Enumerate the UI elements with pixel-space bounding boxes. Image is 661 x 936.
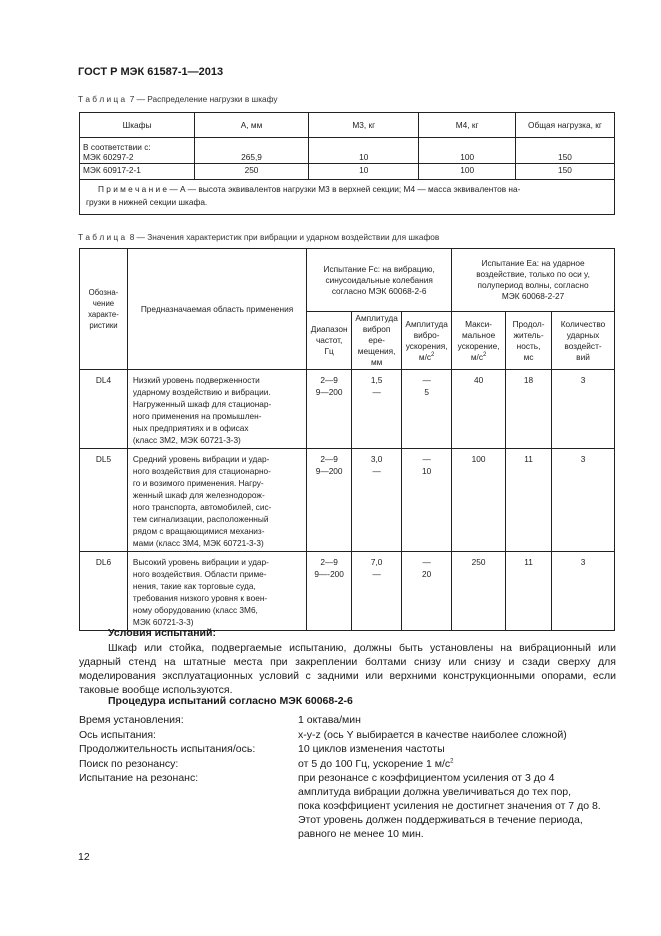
header-line: ускорения, xyxy=(405,340,448,351)
desc-line: Высокий уровень вибрации и удар- xyxy=(132,557,269,567)
table-cell: 10 xyxy=(308,138,418,164)
header-line: ность, xyxy=(516,340,541,351)
procedure-label: Поиск по резонансу: xyxy=(79,758,179,770)
cell-duration: 11 xyxy=(506,552,552,631)
header-line: полупериод волны, согласно xyxy=(477,280,589,290)
header-line: Амплитуда xyxy=(405,318,448,329)
procedure-value: 1 октава/мин xyxy=(298,714,361,726)
header-line: вибро- xyxy=(413,329,440,340)
cell-line: — xyxy=(422,375,431,385)
header-freq xyxy=(307,312,352,370)
table7-header: Шкафы xyxy=(80,113,195,138)
header-line: Гц xyxy=(324,346,334,356)
desc-line: ному оборудованию (класс 3M6, xyxy=(132,605,258,615)
header-line: характе- xyxy=(88,310,119,319)
cell-amp xyxy=(352,552,402,631)
row-description xyxy=(127,449,306,552)
cell-duration: 18 xyxy=(506,370,552,449)
desc-line: Средний уровень вибрации и удар- xyxy=(132,454,270,464)
header-line: воздействие, только по оси y, xyxy=(476,269,590,279)
procedure-value: 10 циклов изменения частоты xyxy=(298,743,445,755)
desc-line: ного воздействия. Области приме- xyxy=(132,569,267,579)
header-line: мм xyxy=(370,357,383,367)
cell-freq xyxy=(307,552,352,631)
desc-line: женный шкаф для железнодорож- xyxy=(132,490,265,500)
row-description xyxy=(127,370,306,449)
header-line: житель- xyxy=(513,329,544,340)
conditions-paragraph xyxy=(79,641,616,697)
note-line: П р и м е ч а н и е — А — высота эквивалентов нагрузки М3 в верхней секции; М4 — масса эквивалентов на- xyxy=(98,184,521,194)
header-max-acc xyxy=(452,312,506,370)
table-cell: 100 xyxy=(419,138,515,164)
header-line: мальное xyxy=(461,329,496,340)
header-line: воздейст- xyxy=(564,340,602,351)
cell-duration: 11 xyxy=(506,449,552,552)
procedure-value: x-y-z (ось Y выбирается в качестве наиболее сложной) xyxy=(298,729,567,741)
desc-line: Нагруженный шкаф для стационар- xyxy=(132,399,272,409)
table8 xyxy=(79,248,615,631)
header-line: Диапазон xyxy=(310,324,348,334)
procedure-label: Время установления: xyxy=(79,714,184,726)
cell-line: — xyxy=(372,569,381,579)
table-cell: 10 xyxy=(308,164,418,180)
table7 xyxy=(79,112,615,215)
table-cell: 150 xyxy=(515,164,614,180)
row-code: DL6 xyxy=(80,552,128,631)
desc-line: тем сигнализации, расположенный xyxy=(132,514,269,524)
cell-max-acc: 250 xyxy=(452,552,506,631)
header-line: синусоидальные колебания xyxy=(325,274,433,285)
header-line: ристики xyxy=(89,321,118,330)
cell-accel xyxy=(402,552,452,631)
header-duration xyxy=(506,312,552,370)
desc-line: требования низкого уровня к воен- xyxy=(132,593,268,603)
table7-row-label: МЭК 60917-2-1 xyxy=(80,164,195,180)
value-line: при резонансе с коэффициентом усиления от 3 до 4 xyxy=(298,772,555,784)
desc-line: рядом с вращающимися механиз- xyxy=(132,526,265,536)
desc-line: ного воздействия для стационарно- xyxy=(132,466,271,476)
table-row xyxy=(80,370,615,449)
cell-line: 9—200 xyxy=(315,466,343,476)
table-cell: 150 xyxy=(515,138,614,164)
header-accel xyxy=(402,312,452,370)
header-designation xyxy=(80,249,128,370)
desc-line: МЭК 60721-3-3) xyxy=(132,617,194,627)
row-code: DL5 xyxy=(80,449,128,552)
cell-count: 3 xyxy=(552,449,615,552)
unit-text: м/с xyxy=(418,351,432,362)
paragraph-text: Шкаф или стойка, подвергаемые испытанию, должны быть установлены на вибрационный или ударный стенд на штатные места при закреплении болтами снизу или снизу и сзади сверху для моделирования эксплуатационных условий с задними или верхними конструкционными опорами, если таковые вообще используются. xyxy=(79,642,616,696)
conditions-heading: Условия испытаний: xyxy=(108,627,216,639)
desc-line: ного транспорта, автомобилей, сис- xyxy=(132,502,272,512)
header-line: МЭК 60068-2-27 xyxy=(501,291,565,301)
header-application: Предназначаемая область применения xyxy=(127,249,306,370)
cell-amp xyxy=(352,370,402,449)
table7-row-label: МЭК 60297-2 xyxy=(83,152,134,162)
cell-accel xyxy=(402,449,452,552)
table7-note xyxy=(80,180,615,215)
table-cell: 100 xyxy=(419,164,515,180)
cell-count: 3 xyxy=(552,370,615,449)
cell-line: 2—9 xyxy=(320,557,338,567)
cell-line: 3,0 xyxy=(370,454,383,464)
cell-line: 7,0 xyxy=(370,557,383,567)
procedure-heading: Процедура испытаний согласно МЭК 60068-2-6 xyxy=(108,695,353,707)
cell-line: — xyxy=(422,557,431,567)
cell-freq xyxy=(307,449,352,552)
unit-text: м/с xyxy=(470,351,484,362)
cell-line: 2—9 xyxy=(320,454,338,464)
table7-header: М4, кг xyxy=(419,113,515,138)
cell-line: 20 xyxy=(422,569,432,579)
row-description xyxy=(127,552,306,631)
procedure-value: от 5 до 100 Гц, ускорение 1 $м/с^2$ xyxy=(298,758,454,770)
page-number: 12 xyxy=(78,851,90,863)
value-line: амплитуда вибрации должна увеличиваться до тех пор, xyxy=(298,786,572,798)
desc-line: ударному воздействию и вибрации. xyxy=(132,387,271,397)
cell-line: 1,5 xyxy=(370,375,383,385)
header-line: ускорение, xyxy=(457,340,500,351)
cell-line: — xyxy=(422,454,431,464)
header-ea-group xyxy=(452,249,615,312)
document-title: ГОСТ Р МЭК 61587-1—2013 xyxy=(78,66,224,78)
table-row xyxy=(80,552,615,631)
header-line: $м/с^2$ xyxy=(418,351,435,362)
cell-line: 9—200 xyxy=(315,387,343,397)
header-line: виброп ере- xyxy=(362,324,391,345)
cell-line: — xyxy=(372,387,381,397)
desc-line: нения, такие как торговые суда, xyxy=(132,581,256,591)
desc-line: Низкий уровень подверженности xyxy=(132,375,260,385)
table7-header: Общая нагрузка, кг xyxy=(515,113,614,138)
table-row xyxy=(80,449,615,552)
header-line: Испытание Еа: на ударное xyxy=(481,258,585,268)
header-line: мс xyxy=(523,351,534,362)
cell-line: 9—-200 xyxy=(314,569,344,579)
desc-line: ного применения на промышлен- xyxy=(132,411,262,421)
procedure-label: Продолжительность испытания/ось: xyxy=(79,743,256,755)
desc-line: (класс 3M2, МЭК 60721-3-3) xyxy=(132,435,241,445)
header-line: ударных xyxy=(566,329,600,340)
table-cell: 250 xyxy=(195,164,309,180)
header-line: Макси- xyxy=(465,318,493,329)
cell-amp xyxy=(352,449,402,552)
header-line: Амплитуда xyxy=(355,313,398,323)
table7-header: А, мм xyxy=(195,113,309,138)
desc-line: мами (класс 3M4, МЭК 60721-3-3) xyxy=(132,538,264,548)
cell-line: 10 xyxy=(422,466,432,476)
header-line: Обозна- xyxy=(88,288,119,297)
procedure-label: Ось испытания: xyxy=(79,729,156,741)
table-cell: 265,9 xyxy=(195,138,309,164)
cell-line: — xyxy=(372,466,381,476)
cell-freq xyxy=(307,370,352,449)
table-cell xyxy=(80,138,195,164)
cell-accel xyxy=(402,370,452,449)
cell-max-acc: 100 xyxy=(452,449,506,552)
procedure-value xyxy=(298,771,601,841)
value-line: Этот уровень должен поддерживаться в течение периода, xyxy=(298,814,583,826)
header-line: вий xyxy=(576,351,590,362)
desc-line: го и возимого применения. Нагру- xyxy=(132,478,264,488)
value-line: пока коэффициент усиления не достигнет значения от 7 до 8. xyxy=(298,800,601,812)
value-line: равного не менее 10 мин. xyxy=(298,828,424,840)
row-code: DL4 xyxy=(80,370,128,449)
cell-line: 5 xyxy=(424,387,429,397)
header-line: согласно МЭК 60068-2-6 xyxy=(331,285,427,296)
procedure-label: Испытание на резонанс: xyxy=(79,772,199,784)
header-line: Количество xyxy=(560,318,606,329)
note-line: грузки в нижней секции шкафа. xyxy=(86,197,208,207)
value-text: от 5 до 100 Гц, ускорение 1 м/с xyxy=(298,758,451,770)
header-line: Продол- xyxy=(512,318,545,329)
header-count xyxy=(552,312,615,370)
cell-count: 3 xyxy=(552,552,615,631)
table7-caption: Т а б л и ц а 7 — Распределение нагрузки в шкафу xyxy=(78,94,278,104)
table8-caption: Т а б л и ц а 8 — Значения характеристик при вибрации и ударном воздействии для шкафов xyxy=(78,232,440,242)
table7-row-label: В соответствии с: xyxy=(83,142,151,152)
cell-line: 2—9 xyxy=(320,375,338,385)
desc-line: ных предприятиях и в офисах xyxy=(132,423,249,433)
header-fc-group xyxy=(307,249,452,312)
header-line: мещения, xyxy=(357,346,396,356)
header-line: $м/с^2$ xyxy=(470,351,487,362)
table7-header: М3, кг xyxy=(308,113,418,138)
header-line: Испытание Fc: на вибрацию, xyxy=(323,263,435,274)
header-line: частот, xyxy=(315,335,343,345)
cell-max-acc: 40 xyxy=(452,370,506,449)
header-line: чение xyxy=(92,299,115,308)
header-amp xyxy=(352,312,402,370)
